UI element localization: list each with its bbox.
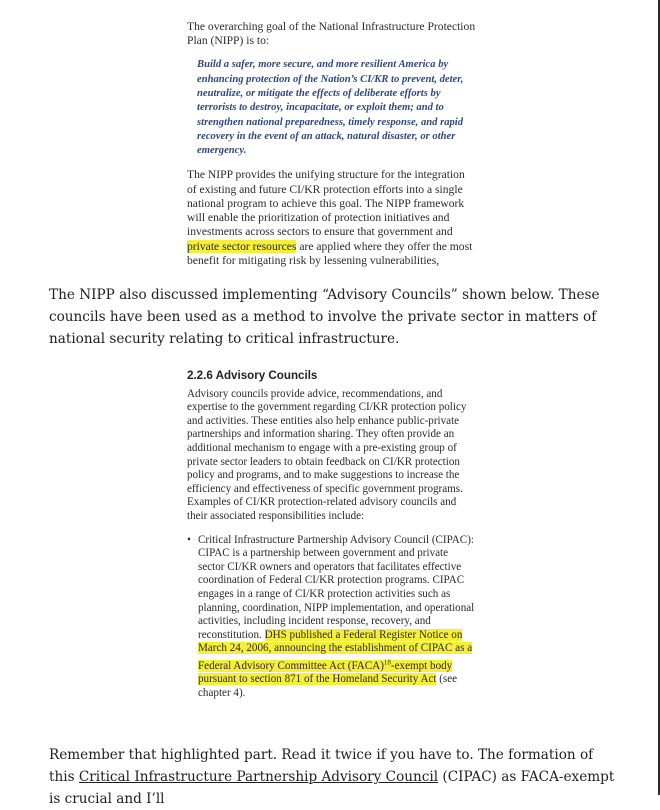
blog-paragraph-advisory-councils: The NIPP also discussed implementing “Advisory Councils” shown below. These councils have been used as a method to involve the private sector in matters of national security relating to critical infrastructure. (49, 287, 600, 347)
footnote-marker: 18 (383, 657, 391, 666)
excerpt-intro: The overarching goal of the National Infrastructure Protection Plan (NIPP) is to: (187, 20, 476, 48)
excerpt-body (187, 168, 477, 267)
highlight-part-2: -exempt body pursuant to section 871 of the Homeland Security Act (198, 659, 453, 686)
cipac-description: Critical Infrastructure Partnership Advisory Council (CIPAC): CIPAC is a partnership between government and private sector CI/KR owners and operators that facilitates effective coordination of Federal CI/KR protection programs. CIPAC engages in a range of CI/KR protection activities such as planning, coordination, NIPP implementation, and operational activities, including incident response, recovery, and reconstitution. (198, 533, 475, 641)
nipp-goal-quote: Build a safer, more secure, and more resilient America by enhancing protection of the Nation’s CI/KR to prevent, deter, neutralize, or mitigate the effects of deliberate efforts by terrorists to destroy, incapacitate, or exploit them; and to strengthen national preparedness, timely response, and rapid recovery in the event of an attack, natural disaster, or other emergency. (197, 59, 464, 157)
highlight-part-1: DHS published a Federal Register Notice on March 24, 2006, announcing the establishment of CIPAC as a Federal Advisory Committee Act (FACA) (198, 628, 473, 672)
chapter-reference: (see chapter 4). (198, 673, 458, 699)
highlighted-private-sector-resources: private sector resources (187, 239, 297, 253)
advisory-council-list (187, 534, 475, 701)
nipp-goal-excerpt (187, 20, 477, 268)
advisory-councils-body: Advisory councils provide advice, recommendations, and expertise to the government regarding CI/KR protection policy and activities. These entities also help enhance public-private partnerships and information sharing. They often provide an additional mechanism to engage with a pre-existing group of private sector leaders to obtain feedback on CI/KR protection policy and programs, and to make suggestions to increase the efficiency and effectiveness of specific government programs. Examples of CI/KR protection-related advisory councils and their associated responsibilities include: (187, 387, 467, 522)
bullet-icon: • (187, 533, 191, 546)
paragraph-text-end: (CIPAC) as FACA-exempt is crucial and I’ll (49, 769, 615, 807)
cipac-link[interactable]: Critical Infrastructure Partnership Advisory Council (78, 769, 439, 785)
excerpt-body-start: The NIPP provides the unifying structure for the integration of existing and future CI/KR protection efforts into a single national program to achieve this goal. The NIPP framework will enable the prioritization of protection initiatives and investments across sectors to ensure that government and (187, 168, 465, 239)
advisory-councils-excerpt (187, 369, 475, 700)
blog-paragraph-cipac (49, 744, 619, 810)
section-heading: 2.2.6 Advisory Councils (187, 369, 318, 382)
list-item-cipac (187, 534, 475, 701)
paragraph-text-start: Remember that highlighted part. Read it twice if you have to. The formation of this (49, 747, 594, 785)
excerpt-body-end: are applied where they offer the most benefit for mitigating risk by lessening vulnerabilities, (187, 239, 473, 267)
